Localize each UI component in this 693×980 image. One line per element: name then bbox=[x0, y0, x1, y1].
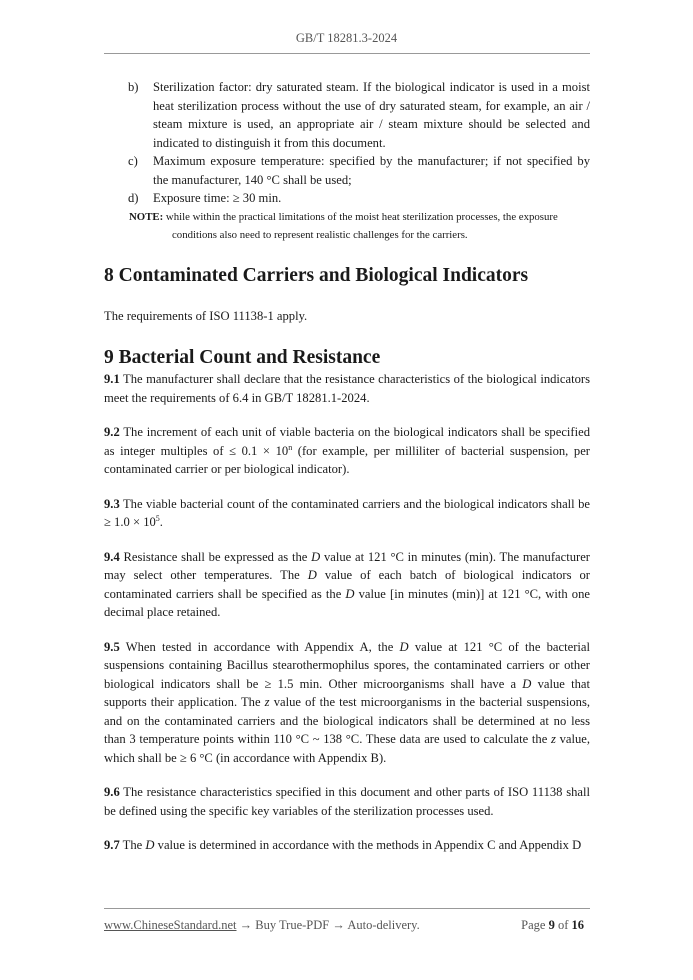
clause-text: The resistance characteristics specified in this document and other parts of ISO 11138 shall be defined using the specific key variables of the sterilization processes used. bbox=[104, 785, 590, 818]
clause-number: 9.7 bbox=[104, 838, 120, 852]
clause-text: The bbox=[119, 838, 146, 852]
clause-text: value that supports their application. The bbox=[104, 676, 590, 709]
clause-text: value, which shall be ≥ 6 °C (in accordance with Appendix B). bbox=[104, 732, 590, 765]
clause-text: value is determined in accordance with the methods in Appendix C and Appendix D bbox=[154, 838, 582, 852]
clause-text: (for example, per milliliter of bacterial suspension, per contaminated carrier or per biological indicator). bbox=[104, 443, 590, 476]
d-symbol: D bbox=[307, 568, 317, 582]
clause-9-2 bbox=[104, 423, 590, 479]
clause-text: value [in minutes (min)] at 121 °C, with one decimal place retained. bbox=[104, 586, 590, 619]
d-symbol: D bbox=[311, 549, 321, 564]
list-marker: b) bbox=[128, 80, 139, 94]
page-header bbox=[0, 31, 693, 46]
clause-number: 9.1 bbox=[104, 372, 120, 386]
page-total: 16 bbox=[571, 918, 584, 932]
clause-number: 9.3 bbox=[104, 496, 120, 511]
z-symbol: z bbox=[264, 695, 270, 709]
clause-text: When tested in accordance with Appendix A, the bbox=[119, 639, 400, 654]
d-symbol: D bbox=[345, 586, 355, 601]
clause-9-1 bbox=[104, 370, 590, 407]
clause-text: The increment of each unit of viable bacteria on the biological indicators shall be specified as integer multiples of ≤ 0.1 × 10 bbox=[104, 425, 590, 458]
clause-text: value of the test microorganisms in the bacterial suspensions, and on the contaminated carriers and the biological indicators shall be determined at no less than 3 temperature points within 110 °C ~ 138 °C. These data are used to calculate the bbox=[104, 695, 590, 746]
buy-link[interactable]: Buy True-PDF bbox=[255, 918, 330, 932]
list-text: Exposure time: ≥ 30 min. bbox=[153, 191, 282, 205]
section-9-heading: 9 Bacterial Count and Resistance bbox=[104, 347, 381, 368]
list-item bbox=[104, 152, 590, 189]
clause-text: value at 121 °C of the bacterial suspensions containing Bacillus stearothermophilus spores, the contaminated carriers or other biological indicators shall be ≥ 1.5 min. Other microorganisms shall have a bbox=[104, 639, 590, 691]
clause-number: 9.6 bbox=[104, 785, 120, 799]
footer-promo bbox=[104, 918, 420, 933]
superscript: 5 bbox=[155, 514, 160, 523]
site-link[interactable]: www.ChineseStandard.net bbox=[104, 918, 237, 932]
page-label: Page bbox=[521, 918, 549, 932]
note-label: NOTE: bbox=[129, 210, 164, 223]
clause-text: value of each batch of biological indicators or contaminated carriers shall be specified as the bbox=[104, 568, 590, 601]
clause-9-7 bbox=[104, 836, 590, 855]
clause-9-6 bbox=[104, 783, 590, 820]
clause-text: The manufacturer shall declare that the resistance characteristics of the biological indicators meet the requirements of 6.4 in GB/T 18281.1-2024. bbox=[104, 372, 590, 405]
list-text: Sterilization factor: dry saturated steam. If the biological indicator is used in a moist heat sterilization process without the use of dry saturated steam, for example, an air / steam mixture is used, an appropriate air / steam mixture should be selected and indicated to distinguish it from this document. bbox=[153, 80, 590, 150]
section-8-heading: 8 Contaminated Carriers and Biological Indicators bbox=[104, 264, 529, 286]
clause-9-4 bbox=[104, 548, 590, 622]
delivery-text: Auto-delivery. bbox=[347, 918, 420, 932]
arrow-icon: → bbox=[329, 918, 348, 932]
z-symbol: z bbox=[550, 732, 556, 746]
page-indicator bbox=[521, 918, 584, 933]
clause-number: 9.5 bbox=[104, 639, 120, 654]
note bbox=[104, 208, 590, 244]
list-marker: c) bbox=[128, 154, 138, 168]
footer-rule bbox=[104, 908, 590, 909]
clause-text: Resistance shall be expressed as the bbox=[119, 549, 312, 564]
clause-text: The viable bacterial count of the contaminated carriers and the biological indicators shall be ≥ 1.0 × 10 bbox=[104, 496, 590, 529]
d-symbol: D bbox=[145, 838, 155, 852]
doc-code: GB/T 18281.3-2024 bbox=[295, 31, 398, 45]
section-8-text: The requirements of ISO 11138-1 apply. bbox=[104, 308, 308, 323]
clause-text: . bbox=[159, 515, 163, 529]
clause-number: 9.4 bbox=[104, 549, 120, 564]
page-number: 9 bbox=[548, 918, 555, 932]
note-line2: conditions also need to represent realistic challenges for the carriers. bbox=[172, 228, 468, 241]
list-item bbox=[104, 78, 590, 152]
list-marker: d) bbox=[128, 191, 139, 205]
page-content bbox=[104, 78, 590, 855]
clause-9-3 bbox=[104, 495, 590, 532]
list-item bbox=[104, 189, 590, 208]
d-symbol: D bbox=[399, 639, 409, 654]
arrow-icon: → bbox=[236, 918, 256, 932]
of-label: of bbox=[554, 918, 572, 932]
clause-9-5 bbox=[104, 638, 590, 768]
header-rule bbox=[104, 53, 590, 54]
d-symbol: D bbox=[522, 676, 532, 691]
clause-number: 9.2 bbox=[104, 425, 120, 439]
note-line1: while within the practical limitations of the moist heat sterilization processes, the exposure bbox=[163, 210, 558, 223]
clause-text: value at 121 °C in minutes (min). The manufacturer may select other temperatures. The bbox=[104, 549, 590, 582]
list-text: Maximum exposure temperature: specified by the manufacturer; if not specified by the manufacturer, 140 °C shall be used; bbox=[153, 154, 590, 187]
superscript: n bbox=[288, 442, 293, 452]
